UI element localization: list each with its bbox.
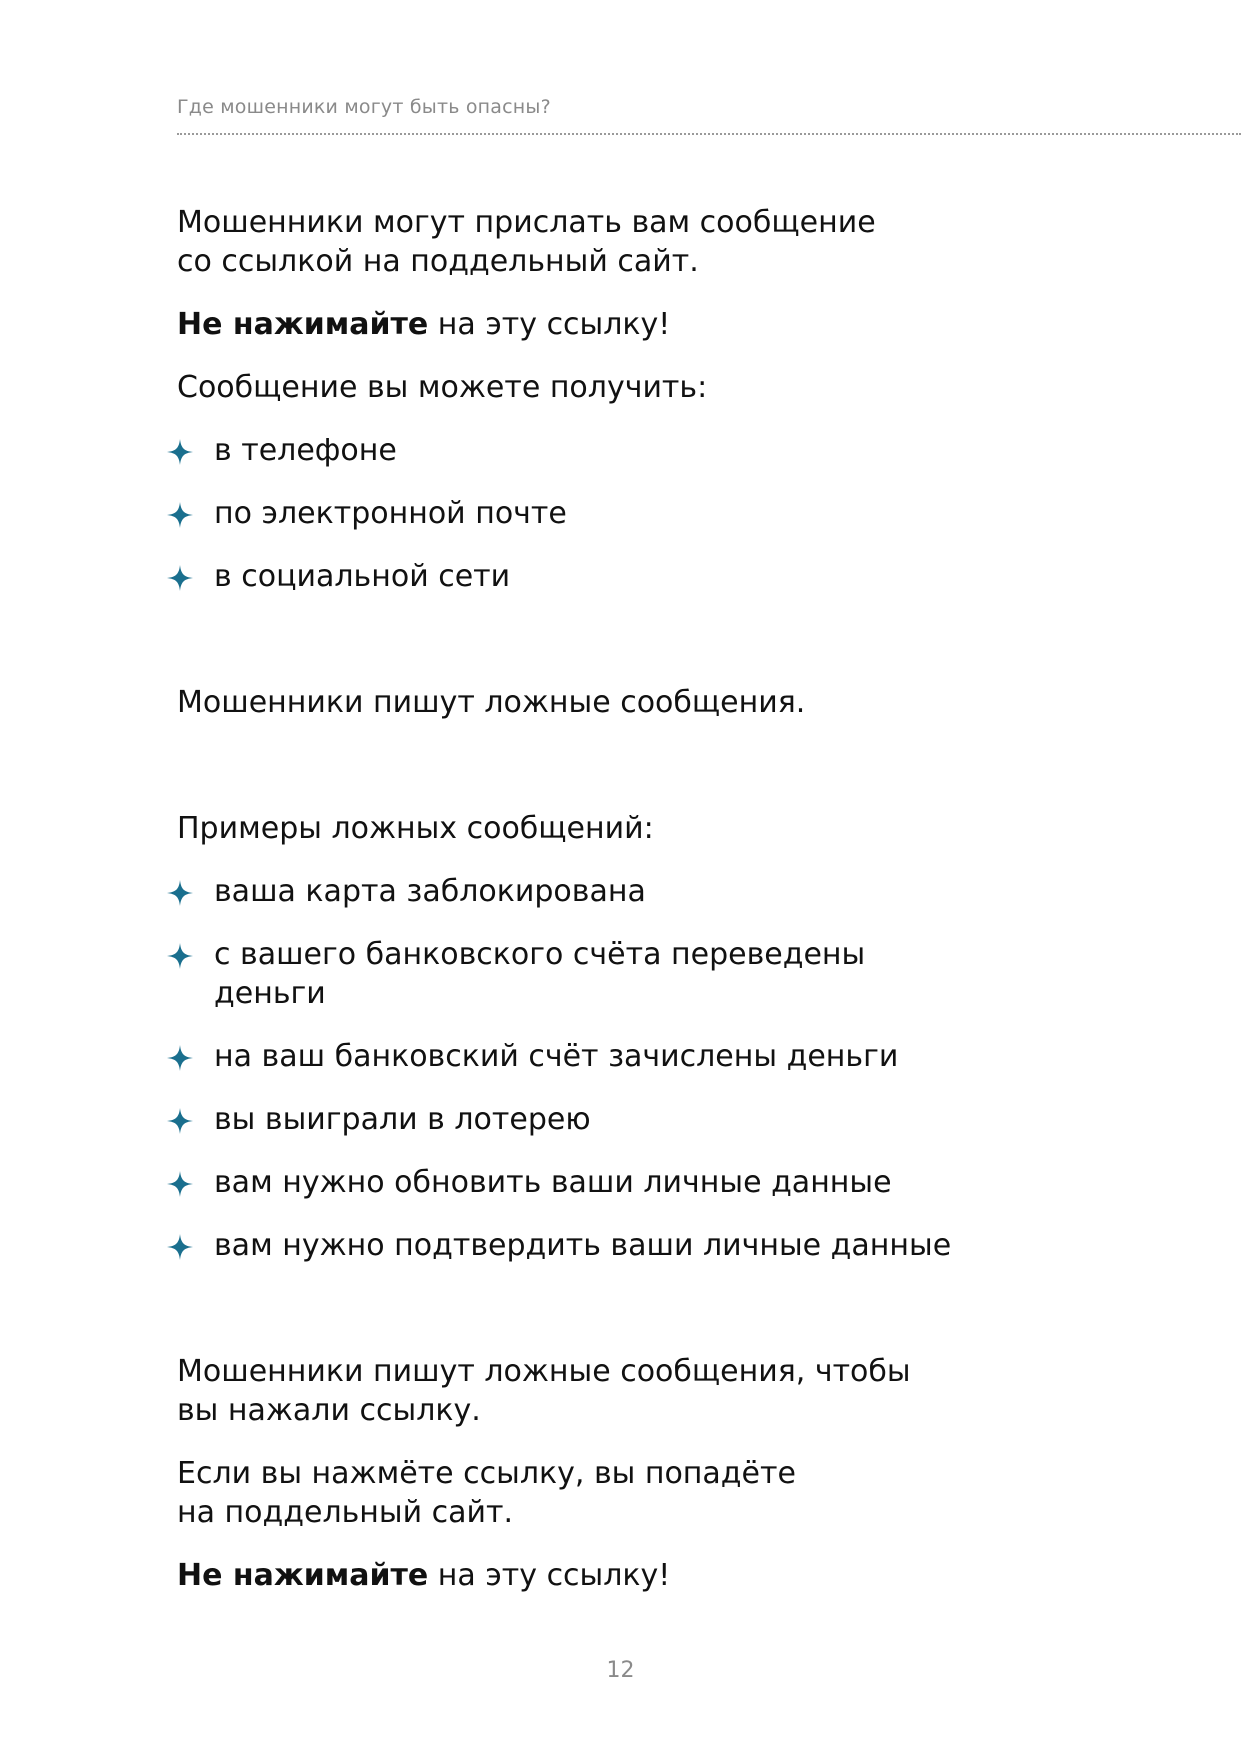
list-item	[177, 494, 1107, 533]
list-item-text: на ваш банковский счёт зачислены деньги	[214, 1039, 899, 1074]
list-item	[177, 935, 1107, 1013]
list-item-text: с вашего банковского счёта переведены деньги	[214, 937, 866, 1011]
four-point-star-icon	[167, 502, 193, 528]
list-item	[177, 431, 1107, 470]
four-point-star-icon	[167, 1108, 193, 1134]
list-item-text: вам нужно обновить ваши личные данные	[214, 1165, 892, 1200]
list-item	[177, 557, 1107, 596]
list-item	[177, 1163, 1107, 1202]
warning-paragraph-2	[177, 1556, 1107, 1595]
list-item-text: вам нужно подтвердить ваши личные данные	[214, 1228, 952, 1263]
four-point-star-icon	[167, 880, 193, 906]
four-point-star-icon	[167, 565, 193, 591]
list-item	[177, 1100, 1107, 1139]
examples-list	[177, 872, 1107, 1265]
four-point-star-icon	[167, 1171, 193, 1197]
purpose-paragraph: Мошенники пишут ложные сообщения, чтобы вы нажали ссылку.	[177, 1354, 911, 1428]
list-item	[177, 872, 1107, 911]
running-header: Где мошенники могут быть опасны?	[177, 96, 551, 118]
list-item-text: в социальной сети	[214, 559, 511, 594]
channels-heading: Сообщение вы можете получить:	[177, 370, 708, 405]
list-item-text: в телефоне	[214, 433, 397, 468]
warning-paragraph-1	[177, 305, 1107, 344]
list-item	[177, 1226, 1107, 1265]
four-point-star-icon	[167, 439, 193, 465]
page-number: 12	[606, 1658, 635, 1683]
four-point-star-icon	[167, 1045, 193, 1071]
intro-paragraph: Мошенники могут прислать вам сообщение со ссылкой на поддельный сайт.	[177, 205, 876, 279]
list-item-text: ваша карта заблокирована	[214, 874, 646, 909]
warning-bold-1: Не нажимайте	[177, 307, 429, 342]
warning-rest-2: на эту ссылку!	[428, 1558, 671, 1593]
channels-list	[177, 431, 1107, 596]
false-messages-paragraph: Мошенники пишут ложные сообщения.	[177, 685, 806, 720]
consequence-paragraph: Если вы нажмёте ссылку, вы попадёте на поддельный сайт.	[177, 1456, 796, 1530]
warning-rest-1: на эту ссылку!	[428, 307, 671, 342]
examples-heading: Примеры ложных сообщений:	[177, 811, 654, 846]
four-point-star-icon	[167, 1234, 193, 1260]
warning-bold-2: Не нажимайте	[177, 1558, 429, 1593]
list-item	[177, 1037, 1107, 1076]
page-content	[177, 203, 1107, 1595]
list-item-text: по электронной почте	[214, 496, 567, 531]
header-divider	[177, 133, 1241, 135]
four-point-star-icon	[167, 943, 193, 969]
list-item-text: вы выиграли в лотерею	[214, 1102, 591, 1137]
